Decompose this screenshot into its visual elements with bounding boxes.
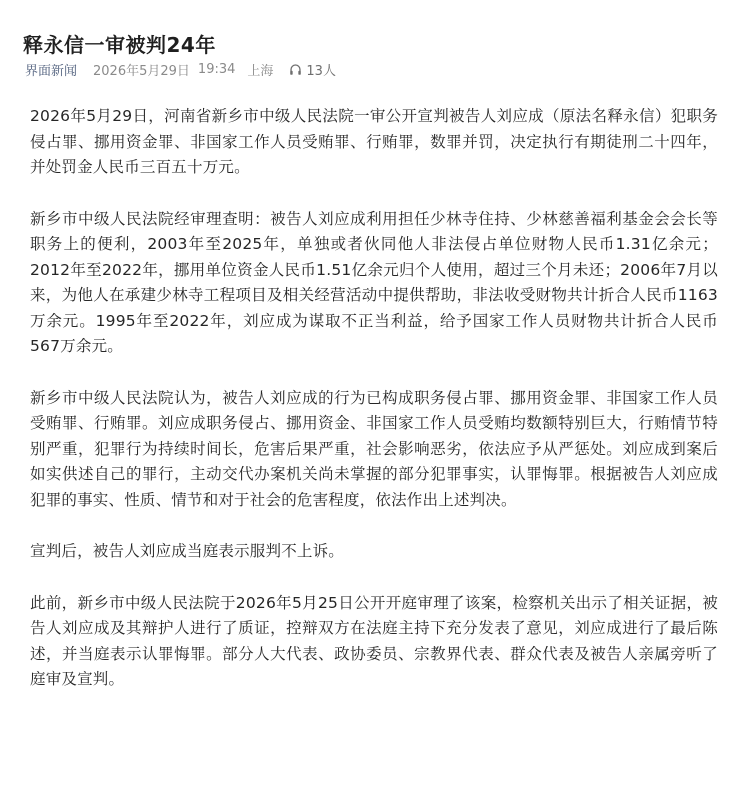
publish-time: 19:34 — [197, 62, 236, 77]
article-title: 释永信一审被判24年 — [23, 33, 216, 58]
source-link[interactable]: 界面新闻 — [25, 64, 78, 79]
publish-location: 上海 — [247, 64, 274, 79]
article-paragraph-3: 新乡市中级人民法院认为，被告人刘应成的行为已构成职务侵占罪、挪用资金罪、非国家工作人员受贿罪、行贿罪。刘应成职务侵占、挪用资金、非国家工作人员受贿均数额特别巨大，行贿情节特别严重，犯罪行为持续时间长，危害后果严重，社会影响恶劣，依法应予从严惩处。刘应成到案后如实供述自己的罪行，主动交代办案机关尚未掌握的部分犯罪事实，认罪悔罪。根据被告人刘应成犯罪的事实、性质、情节和对于社会的危害程度，依法作出上述判决。 — [30, 388, 718, 509]
article-paragraph-1: 2026年5月29日，河南省新乡市中级人民法院一审公开宣判被告人刘应成（原法名释永信）犯职务侵占罪、挪用资金罪、非国家工作人员受贿罪、行贿罪，数罪并罚，决定执行有期徒刑二十四年，并处罚金人民币三百五十万元。 — [30, 107, 718, 176]
publish-date: 2026年5月29日 — [93, 64, 190, 79]
article-meta — [25, 60, 336, 79]
article-paragraph-4: 宣判后，被告人刘应成当庭表示服判不上诉。 — [30, 542, 345, 560]
article-body — [30, 104, 718, 719]
article-paragraph-2: 新乡市中级人民法院经审理查明：被告人刘应成利用担任少林寺住持、少林慈善福利基金会会长等职务上的便利，2003年至2025年，单独或者伙同他人非法侵占单位财物人民币1.31亿余元；2012年至2022年，挪用单位资金人民币1.51亿余元归个人使用，超过三个月未还；2006年7月以来，为他人在承建少林寺工程项目及相关经营活动中提供帮助，非法收受财物共计折合人民币1163万余元。1995年至2022年，刘应成为谋取不正当利益，给予国家工作人员财物共计折合人民币567万余元。 — [30, 209, 718, 355]
headphones-icon — [289, 63, 302, 76]
listen-count-widget[interactable] — [289, 60, 336, 79]
article-paragraph-5: 此前，新乡市中级人民法院于2026年5月25日公开开庭审理了该案，检察机关出示了相关证据，被告人刘应成及其辩护人进行了质证，控辩双方在法庭主持下充分发表了意见，刘应成进行了最后陈述，并当庭表示认罪悔罪。部分人大代表、政协委员、宗教界代表、群众代表及被告人亲属旁听了庭审及宣判。 — [30, 593, 718, 688]
listen-count: 13人 — [306, 64, 336, 79]
